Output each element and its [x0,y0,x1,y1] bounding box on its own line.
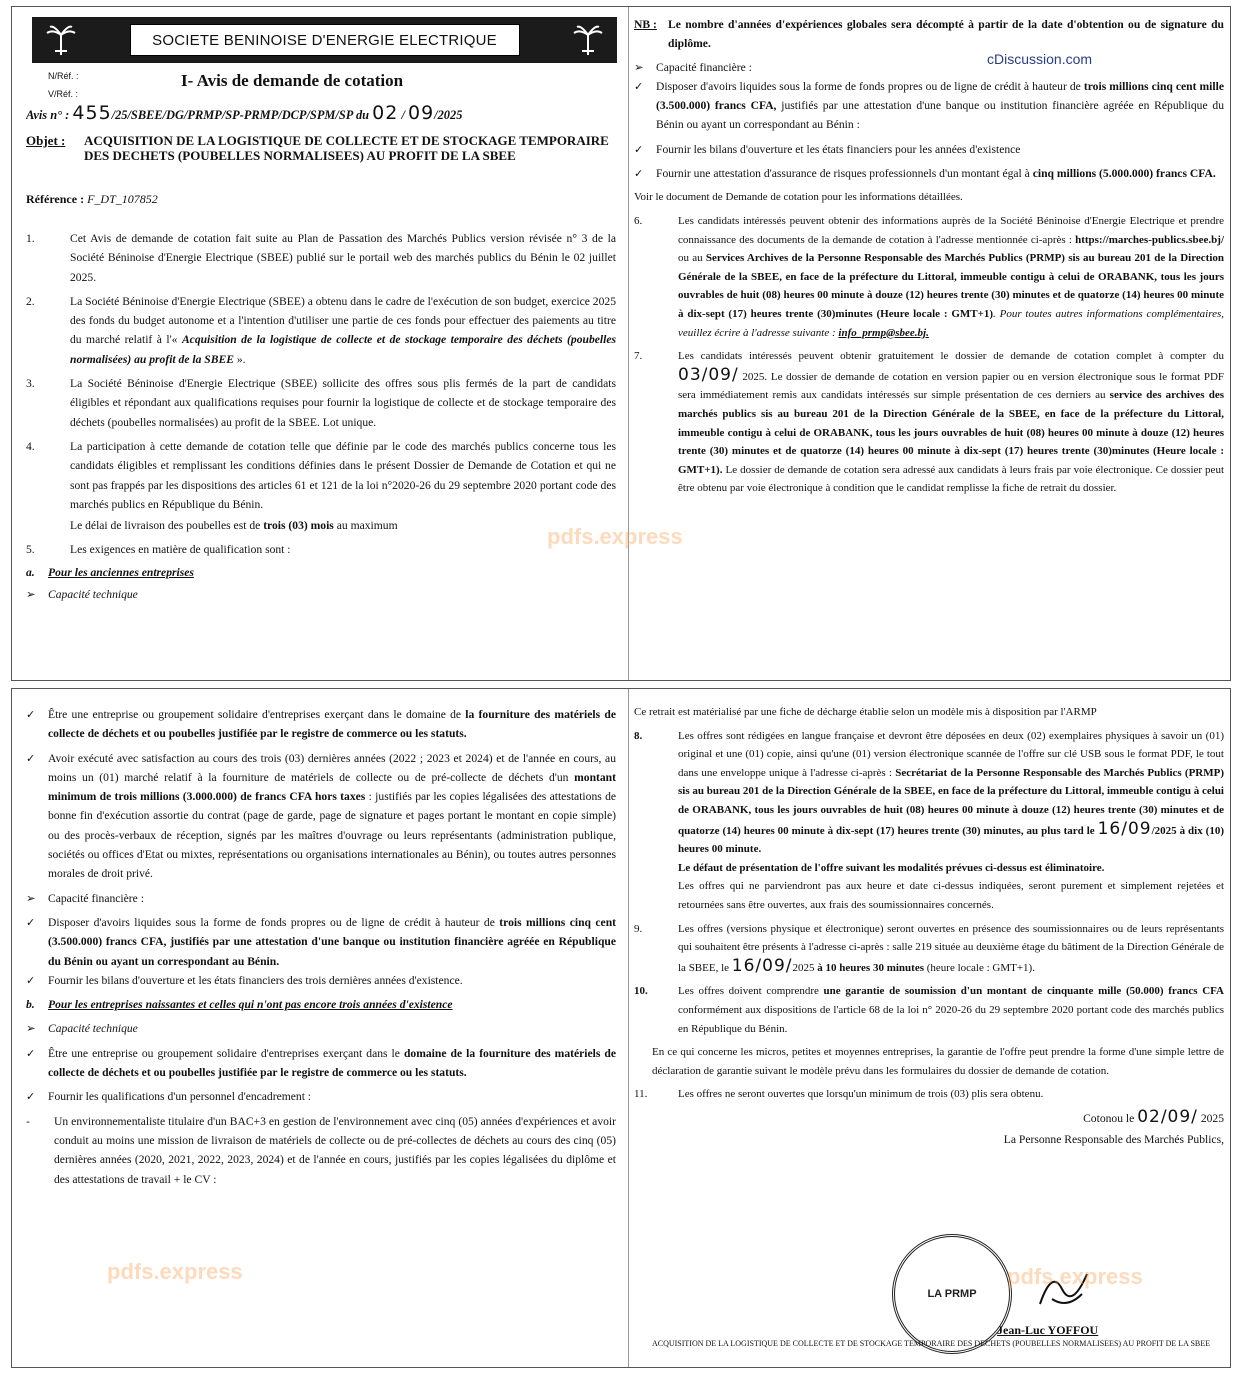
place-date: Cotonou le 02/09/ 2025 [1083,1106,1224,1127]
palm-logo-icon [571,23,605,57]
technical-requirement-2: ✓ Avoir exécuté avec satisfaction au cours des trois (03) dernières années (2022 ; 2023 et 2024) et de l'année en cours, au moins un (01) marché relatif à la fourniture de matériels de collecte ou de pré-collecte de déchets d'un montant minimum de trois millions (3.000.000) de francs CFA hors taxes : justifiés par les copies légalisées des attestations de bonne fin d'exécution assortie du contrat (page de garde, page de signature et pages portant le montant en copie simple) ou des procès-verbaux de réception, signés par les maîtres d'ouvrage ou leurs représentants (administration publique, sociétés ou offices d'Etat ou mixtes, représentations ou organisations internationales au Bénin), ou toutes autres personnes morales de droit privé. [26,751,617,881]
paragraph-6: 6. Les candidats intéressés peuvent obtenir des informations auprès de la Société Béninoise d'Energie Electrique et prendre connaissance des documents de la demande de cotation à l'adresse mentionnée ci-après : https://marches-publics.sbee.bj/ ou au Services Archives de la Personne Responsable des Marchés Publics (PRMP) sis au bureau 201 de la Direction Générale de la SBEE, en face de la préfecture du Littoral, immeuble contigu à celui de ORABANK, tous les jours ouvrables de huit (08) heures 00 minute à douze (12) heures trente (30) minutes et de quatorze (14) heures 00 minute à dix-sept (17) heures trente (30)minutes (Heure locale : GMT+1). Pour toutes autres informations complémentaires, veuillez écrire à l'adresse suivante : info_prmp@sbee.bj. [634,214,1224,339]
site-watermark: cDiscussion.com [987,51,1093,67]
watermark: pdfs.express [1007,1264,1143,1289]
letterhead-banner [32,17,617,63]
our-reference-label: N/Réf. : [48,71,79,81]
reference-label: Référence : [26,192,85,206]
paragraph-5: 5. Les exigences en matière de qualification sont : [26,543,291,557]
your-reference-label: V/Réf. : [48,89,79,99]
paragraph-3: 3. La Société Béninoise d'Energie Electrique (SBEE) sollicite des offres sous plis fermés de la part de candidats éligibles et répondant aux qualifications requises pour fournir la logistique de collecte et de stockage temporaire des déchets (poubelles normalisées) au profit de la SBEE. Lot unique. [26,377,616,429]
notice-year: /2025 [434,108,463,122]
page-footer: ACQUISITION DE LA LOGISTIQUE DE COLLECTE ET DE STOCKAGE TEMPORAIRE DES DECHETS (POUBELLES NORMALISEES) AU PROFIT DE LA SBEE [651,1339,1211,1348]
document-page-top [11,6,1231,681]
financial-capacity-heading: ➢ Capacité financière : [634,60,752,74]
palm-logo-icon [44,23,78,57]
numbered-paragraphs [26,229,616,604]
signer-name: Jean-Luc YOFFOU [997,1323,1099,1337]
subject-block [26,133,616,163]
left-column [26,689,621,1367]
delivery-time: Le délai de livraison des poubelles est de trois (03) mois au maximum [70,519,398,533]
column-divider [628,689,629,1367]
technical-requirement-3: ✓ Être une entreprise ou groupement solidaire d'entreprises exerçant dans le domaine de la fourniture des matériels de collecte de déchets et ou poubelles justifiée par le registre de commerce ou les statuts. [26,1046,617,1080]
technical-capacity-heading: ➢ Capacité technique [26,1022,138,1036]
sme-guarantee-note: En ce qui concerne les micros, petites et moyennes entreprises, la garantie de l'offre peut prendre la forme d'une simple lettre de déclaration de garantie suivant le modèle prévu dans les formulaires du dossier de demande de cotation. [652,1046,1224,1077]
document-page-bottom [11,688,1231,1368]
nb-note: NB : Le nombre d'années d'expériences globales sera décompté à partir de la date d'obtention ou de signature du diplôme. [634,18,1224,51]
left-column [26,7,621,680]
notice-reference: /25/SBEE/DG/PRMP/SP-PRMP/DCP/SPM/SP du [111,108,370,122]
paragraph-1: 1. Cet Avis de demande de cotation fait suite au Plan de Passation des Marchés Publics version révisée n° 3 de la Société Béninoise d'Energie Electrique (SBEE) publié sur le portail web des marchés publics du Bénin le 02 juillet 2025. [26,232,616,284]
financial-requirement-2: ✓ Fournir les bilans d'ouverture et les états financiers des trois dernières années d'existence. [26,973,463,987]
page-title: I- Avis de demande de cotation [181,71,404,90]
section-a-heading: a. Pour les anciennes entreprises [26,565,194,579]
right-column [634,7,1224,680]
subject-label: Objet : [26,133,66,148]
signature-icon [1032,1264,1092,1314]
column-divider [628,7,629,680]
reference-value: F_DT_107852 [87,192,158,206]
financial-requirement-3: ✓ Fournir une attestation d'assurance de risques professionnels d'un montant égal à cinq millions (5.000.000) francs CFA. [634,167,1216,181]
financial-requirement-2: ✓ Fournir les bilans d'ouverture et les états financiers pour les années d'existence [634,142,1021,156]
environmentalist-requirement: - Un environnementaliste titulaire d'un BAC+3 en gestion de l'environnement avec cinq (05) années d'expériences et avoir conduit au moins une mission de livraison de matériels de collecte ou de pré-collectes de déchets au cours des cinq (05) dernières années (2020, 2021, 2022, 2023, 2024) et de l'année en cours, justifiés par les copies légalisées du diplôme et des attestations de travail + le CV : [26,1114,616,1186]
official-stamp: LA PRMP [892,1234,1012,1354]
paragraph-4: 4. La participation à cette demande de cotation telle que définie par le code des marchés publics concerne tous les candidats éligibles et remplissant les conditions définies dans le présent Dossier de Demande de Cotation et qui ne sont pas frappés par les dispositions des articles 61 et 121 de la loi n°2020-26 du 29 septembre 2020 portant code des marchés publics en République du Bénin. [26,439,616,511]
default-presentation-note: Le défaut de présentation de l'offre suivant les modalités prévues ci-dessus est éliminatoire. [678,861,1105,874]
financial-requirement-1: ✓ Disposer d'avoirs liquides sous la forme de fonds propres ou de ligne de crédit à hauteur de trois millions cinq cent (3.500.000) francs CFA, justifiés par une attestation d'une banque ou institution financière agréée en République du Bénin ou ayant un correspondant au Bénin. [26,915,616,968]
notice-month: 09 [407,102,435,124]
paragraph-7: 7. Les candidats intéressés peuvent obtenir gratuitement le dossier de demande de cotation complet à compter du 03/09/ 2025. Le dossier de demande de cotation en version papier ou en version électronique sous le format PDF sera immédiatement remis aux candidats intéressés sur simple présentation de ces derniers au service des archives des marchés publics sis au bureau 201 de la Direction Générale de la SBEE, en face de la préfecture du Littoral, immeuble contigu à celui de ORABANK, tous les jours ouvrables de huit (08) heures 00 minute à douze (12) heures trente (30) minutes et de quatorze (14) heures 00 minute à dix-sept (17) heures trente (30)minutes (Heure locale : GMT+1). Le dossier de demande de cotation sera adressé aux candidats à leurs frais par voie électronique. Ce dossier peut être obtenu par voie électronique à condition que le candidat remplisse la fiche de retrait du dossier. [634,350,1224,495]
paragraph-8: 8. Les offres sont rédigées en langue française et devront être déposées en deux (02) exemplaires physiques à savoir un (01) original et une (01) copie, ainsi qu'une (01) version électronique scannée de l'offre sur clé USB sous le format PDF, le tout dans une enveloppe unique à l'adresse ci-après : Secrétariat de la Personne Responsable des Marchés Publics (PRMP) sis au bureau 201 de la Direction Générale de la SBEE, en face de la préfecture du Littoral, immeuble contigu à celui de ORABANK, tous les jours ouvrables de huit (08) heures 00 minute à douze (12) heures trente (30) minutes et de quatorze (14) heures 00 minute à dix-sept (17) heures trente (30) minutes, au plus tard le 16/09/2025 à dix (10) heures 00 minute. [634,729,1224,856]
financial-capacity-heading: ➢ Capacité financière : [26,891,144,905]
technical-capacity-heading: ➢ Capacité technique [26,588,138,602]
company-name: SOCIETE BENINOISE D'ENERGIE ELECTRIQUE [130,24,520,56]
technical-requirement-1: ✓ Être une entreprise ou groupement solidaire d'entreprises exerçant dans le domaine de la fourniture des matériels de collecte de déchets et ou poubelles justifiée par le registre de commerce ou les statuts. [26,708,616,741]
late-offers-note: Les offres qui ne parviendront pas aux heure et date ci-dessus indiquées, seront purement et simplement rejetées et retournées sans être ouvertes, aux frais des soumissionnaires concernés. [678,880,1224,911]
financial-requirement-1: ✓ Disposer d'avoirs liquides sous la forme de fonds propres ou de ligne de crédit à hauteur de trois millions cinq cent mille (3.500.000) francs CFA, justifiés par une attestation d'une banque ou institution financière agréée en République du Bénin ou ayant un correspondant au Bénin : [634,79,1224,132]
section-b-heading: b. Pour les entreprises naissantes et celles qui n'ont pas encore trois années d'existence [26,998,453,1012]
signatory-title: La Personne Responsable des Marchés Publics, [1003,1133,1224,1147]
subject-text: ACQUISITION DE LA LOGISTIQUE DE COLLECTE ET DE STOCKAGE TEMPORAIRE DES DECHETS (POUBELLES NORMALISEES) AU PROFIT DE LA SBEE [84,133,609,163]
watermark: pdfs.express [547,524,683,549]
notice-number-line: Avis n° : 455/25/SBEE/DG/PRMP/SP-PRMP/DCP/SPM/SP du 02 / 09/2025 [26,102,463,124]
notice-day: 02 [372,102,399,124]
paragraph-10: 10. Les offres doivent comprendre une garantie de soumission d'un montant de cinquante mille (50.000) francs CFA conformément aux dispositions de l'article 68 de la loi n° 2020-26 du 29 septembre 2020 portant code des marchés publics en République du Bénin. [634,985,1224,1035]
staff-requirement: ✓ Fournir les qualifications d'un personnel d'encadrement : [26,1090,312,1104]
notice-number: 455 [72,102,112,124]
retrait-note: Ce retrait est matérialisé par une fiche de décharge établie selon un modèle mis à disposition par l'ARMP [634,706,1097,718]
paragraph-11: 11. Les offres ne seront ouvertes que lorsqu'un minimum de trois (03) plis sera obtenu. [634,1088,1044,1101]
paragraph-2: 2. La Société Béninoise d'Energie Electrique (SBEE) a obtenu dans le cadre de l'exécution de son budget, exercice 2025 des fonds du budget autonome et a l'intention d'utiliser une partie de ces fonds pour effectuer des paiements au titre du marché relatif à l'« Acquisition de la logistique de collecte et de stockage temporaire des déchets (poubelles normalisées) au profit de la SBEE ». [26,294,616,366]
see-document-note: Voir le document de Demande de cotation pour les informations détaillées. [634,191,963,204]
paragraph-9: 9. Les offres (versions physique et électronique) seront ouvertes en présence des soumissionnaires ou de leurs représentants qui souhaitent être présents à l'adresse ci-après : salle 219 située au deuxième étage du bâtiment de la Direction Générale de la SBEE, le 16/09/2025 à 10 heures 30 minutes (heure locale : GMT+1). [634,922,1224,976]
watermark: pdfs.express [107,1259,243,1284]
notice-prefix: Avis n° : [26,108,70,122]
reference-line [26,192,158,207]
